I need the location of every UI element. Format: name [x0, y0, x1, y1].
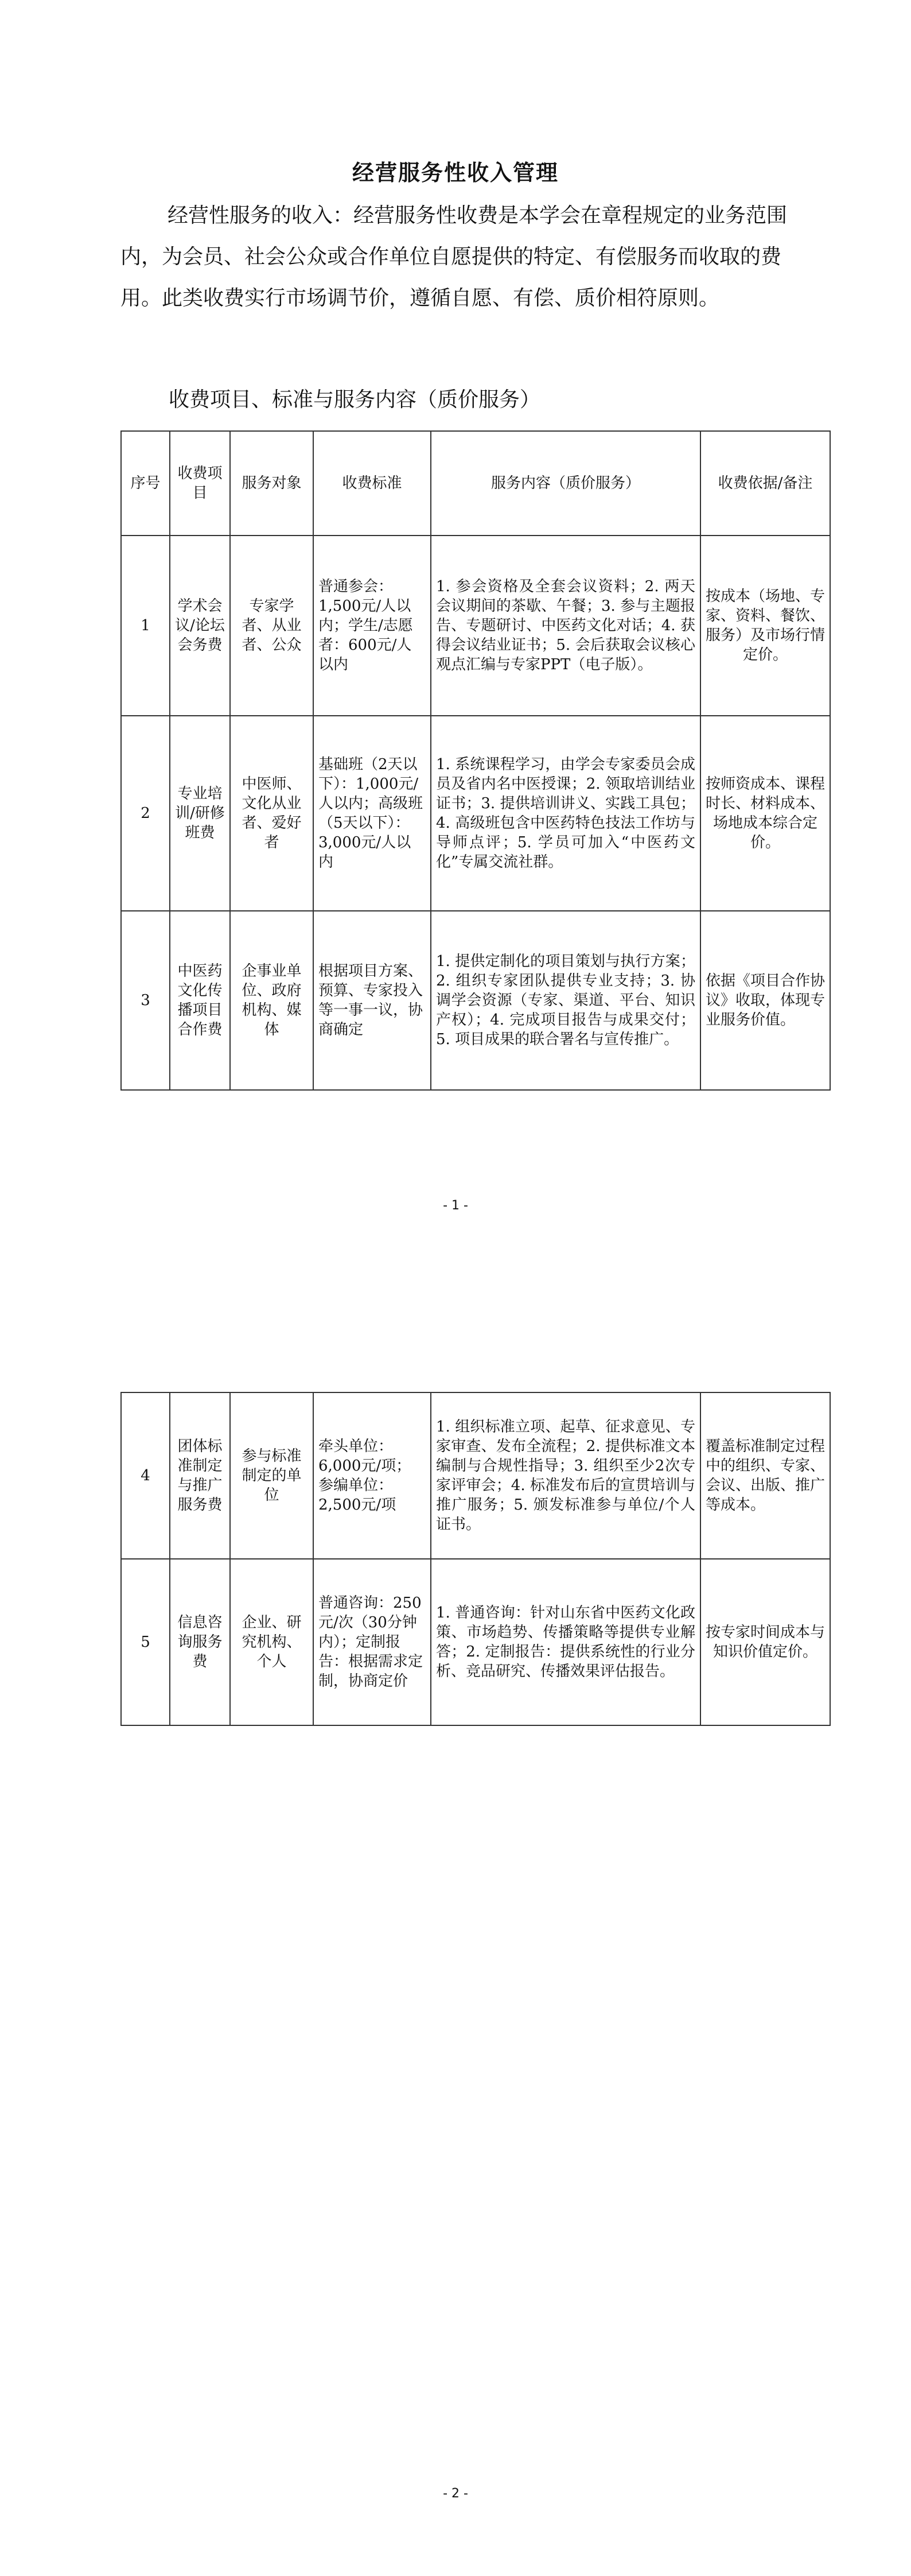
row-content: 1. 组织标准立项、起草、征求意见、专家审查、发布全流程；2. 提供标准文本编制与合规性指导；3. 组织至少2次专家评审会；4. 标准发布后的宣贯培训与推广服务；5. 颁发标准参与单位/个人证书。	[431, 1392, 700, 1559]
row-basis: 依据《项目合作协议》收取，体现专业服务价值。	[700, 911, 830, 1090]
intro-paragraph	[120, 195, 792, 319]
page-number-2: - 2 -	[443, 2486, 468, 2501]
row-content: 1. 普通咨询：针对山东省中医药文化政策、市场趋势、传播策略等提供专业解答；2. 定制报告：提供系统性的行业分析、竞品研究、传播效果评估报告。	[431, 1559, 700, 1725]
header-target: 服务对象	[230, 431, 313, 536]
row-item: 学术会议/论坛会务费	[170, 536, 230, 716]
row-target: 专家学者、从业者、公众	[230, 536, 313, 716]
row-content: 1. 系统课程学习，由学会专家委员会成员及省内名中医授课；2. 领取培训结业证书；3. 提供培训讲义、实践工具包；4. 高级班包含中医药特色技法工作坊与导师点评；5. 学员可加入“中医药文化”专属交流社群。	[431, 716, 700, 911]
row-target: 企业、研究机构、个人	[230, 1559, 313, 1725]
table-row	[121, 536, 830, 716]
row-target: 参与标准制定的单位	[230, 1392, 313, 1559]
table-row	[121, 1392, 830, 1559]
intro-text: 经营性服务的收入：经营服务性收费是本学会在章程规定的业务范围内，为会员、社会公众或合作单位自愿提供的特定、有偿服务而收取的费用。此类收费实行市场调节价，遵循自愿、有偿、质价相符原则。	[120, 204, 788, 310]
row-basis: 按师资成本、课程时长、材料成本、场地成本综合定价。	[700, 716, 830, 911]
fee-table-part-1	[120, 430, 831, 1091]
row-no: 3	[121, 911, 170, 1090]
row-standard: 普通咨询：250元/次（30分钟内）；定制报告：根据需求定制，协商定价	[313, 1559, 431, 1725]
row-target: 中医师、文化从业者、爱好者	[230, 716, 313, 911]
row-no: 2	[121, 716, 170, 911]
row-item: 中医药文化传播项目合作费	[170, 911, 230, 1090]
row-no: 5	[121, 1559, 170, 1725]
table-row	[121, 716, 830, 911]
header-content: 服务内容（质价服务）	[431, 431, 700, 536]
row-item: 团体标准制定与推广服务费	[170, 1392, 230, 1559]
row-basis: 按专家时间成本与知识价值定价。	[700, 1559, 830, 1725]
row-item: 专业培训/研修班费	[170, 716, 230, 911]
fee-table-part-2	[120, 1392, 831, 1726]
document-title: 经营服务性收入管理	[352, 160, 559, 185]
row-no: 4	[121, 1392, 170, 1559]
page-number-1: - 1 -	[443, 1198, 468, 1213]
page-2	[0, 1288, 911, 2576]
header-basis: 收费依据/备注	[700, 431, 830, 536]
table-header-row	[121, 431, 830, 536]
row-content: 1. 参会资格及全套会议资料；2. 两天会议期间的茶歇、午餐；3. 参与主题报告、专题研讨、中医药文化对话；4. 获得会议结业证书；5. 会后获取会议核心观点汇编与专家PPT（电子版）。	[431, 536, 700, 716]
header-standard: 收费标准	[313, 431, 431, 536]
row-no: 1	[121, 536, 170, 716]
row-basis: 覆盖标准制定过程中的组织、专家、会议、出版、推广等成本。	[700, 1392, 830, 1559]
row-standard: 根据项目方案、预算、专家投入等一事一议，协商确定	[313, 911, 431, 1090]
row-basis: 按成本（场地、专家、资料、餐饮、服务）及市场行情定价。	[700, 536, 830, 716]
row-content: 1. 提供定制化的项目策划与执行方案；2. 组织专家团队提供专业支持；3. 协调学会资源（专家、渠道、平台、知识产权）；4. 完成项目报告与成果交付；5. 项目成果的联合署名与宣传推广。	[431, 911, 700, 1090]
header-item: 收费项目	[170, 431, 230, 536]
row-standard: 牵头单位：6,000元/项；参编单位：2,500元/项	[313, 1392, 431, 1559]
row-standard: 普通参会：1,500元/人以内；学生/志愿者：600元/人以内	[313, 536, 431, 716]
header-no: 序号	[121, 431, 170, 536]
row-standard: 基础班（2天以下）：1,000元/人以内；高级班（5天以下）：3,000元/人以内	[313, 716, 431, 911]
table-caption: 收费项目、标准与服务内容（质价服务）	[169, 388, 541, 412]
table-row	[121, 1559, 830, 1725]
row-item: 信息咨询服务费	[170, 1559, 230, 1725]
row-target: 企事业单位、政府机构、媒体	[230, 911, 313, 1090]
table-row	[121, 911, 830, 1090]
